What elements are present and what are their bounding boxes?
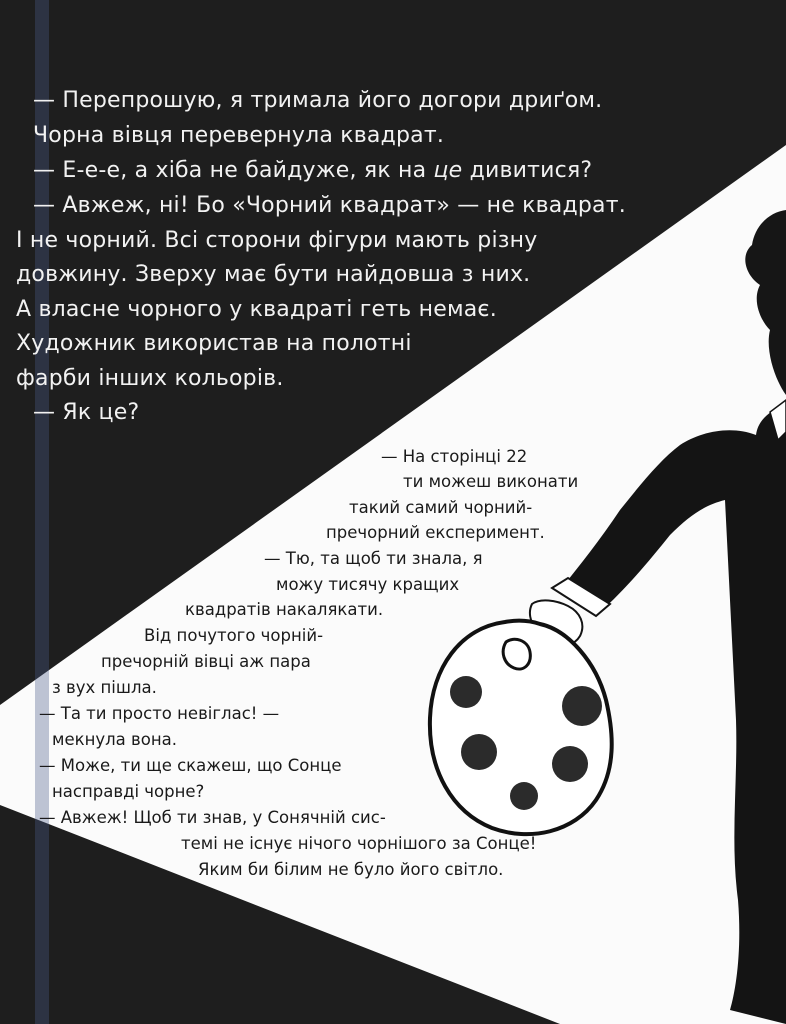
text-line: пречорній вівці аж пара	[101, 652, 311, 671]
text-line: можу тисячу кращих	[276, 575, 460, 594]
paint-blob	[510, 782, 538, 810]
text-line: Художник використав на полотні	[16, 331, 412, 356]
text-line: довжину. Зверху має бути найдовша з них.	[16, 262, 531, 287]
text-line: насправді чорне?	[52, 782, 205, 801]
text-line: ти можеш виконати	[403, 472, 579, 491]
text-line: темі не існує нічого чорнішого за Сонце!	[181, 834, 537, 853]
text-line: — Авжеж! Щоб ти знав, у Сонячній сис-	[39, 808, 386, 827]
text-line: — Тю, та щоб ти знала, я	[264, 549, 483, 568]
text-line: з вух пішла.	[52, 678, 157, 697]
text-fragment: дивитися?	[462, 158, 593, 183]
text-line: фарби інших кольорів.	[16, 366, 284, 391]
text-fragment: — Е-е-е, а хіба не байдуже, як на	[33, 158, 434, 183]
palette	[430, 621, 612, 834]
text-line: — Як це?	[33, 400, 140, 425]
text-line: Чорна вівця перевернула квадрат.	[33, 123, 445, 148]
text-line: — Та ти просто невіглас! —	[39, 704, 280, 723]
text-line: мекнула вона.	[52, 730, 177, 749]
paint-blob	[450, 676, 482, 708]
text-line: Від почутого чорній-	[144, 626, 324, 645]
text-line: — Авжеж, ні! Бо «Чорний квадрат» — не квадрат.	[33, 193, 626, 218]
paint-blob	[552, 746, 588, 782]
text-line	[33, 158, 592, 183]
text-line: Яким би білим не було його світло.	[198, 860, 504, 879]
text-line: — На сторінці 22	[381, 447, 528, 466]
paint-blob	[562, 686, 602, 726]
text-line: пречорний експеримент.	[326, 523, 545, 542]
edge-streak	[35, 0, 49, 1024]
text-line: — Може, ти ще скажеш, що Сонце	[39, 756, 342, 775]
text-line: такий самий чорний-	[349, 498, 533, 517]
text-line: А власне чорного у квадраті геть немає.	[16, 297, 497, 322]
text-emphasis: це	[433, 158, 463, 183]
text-line: квадратів накалякати.	[185, 600, 384, 619]
text-line: І не чорний. Всі сторони фігури мають різну	[16, 228, 538, 253]
text-line: — Перепрошую, я тримала його догори дриґом.	[33, 88, 603, 113]
palette-thumb-hole	[503, 639, 530, 669]
paint-blob	[461, 734, 497, 770]
